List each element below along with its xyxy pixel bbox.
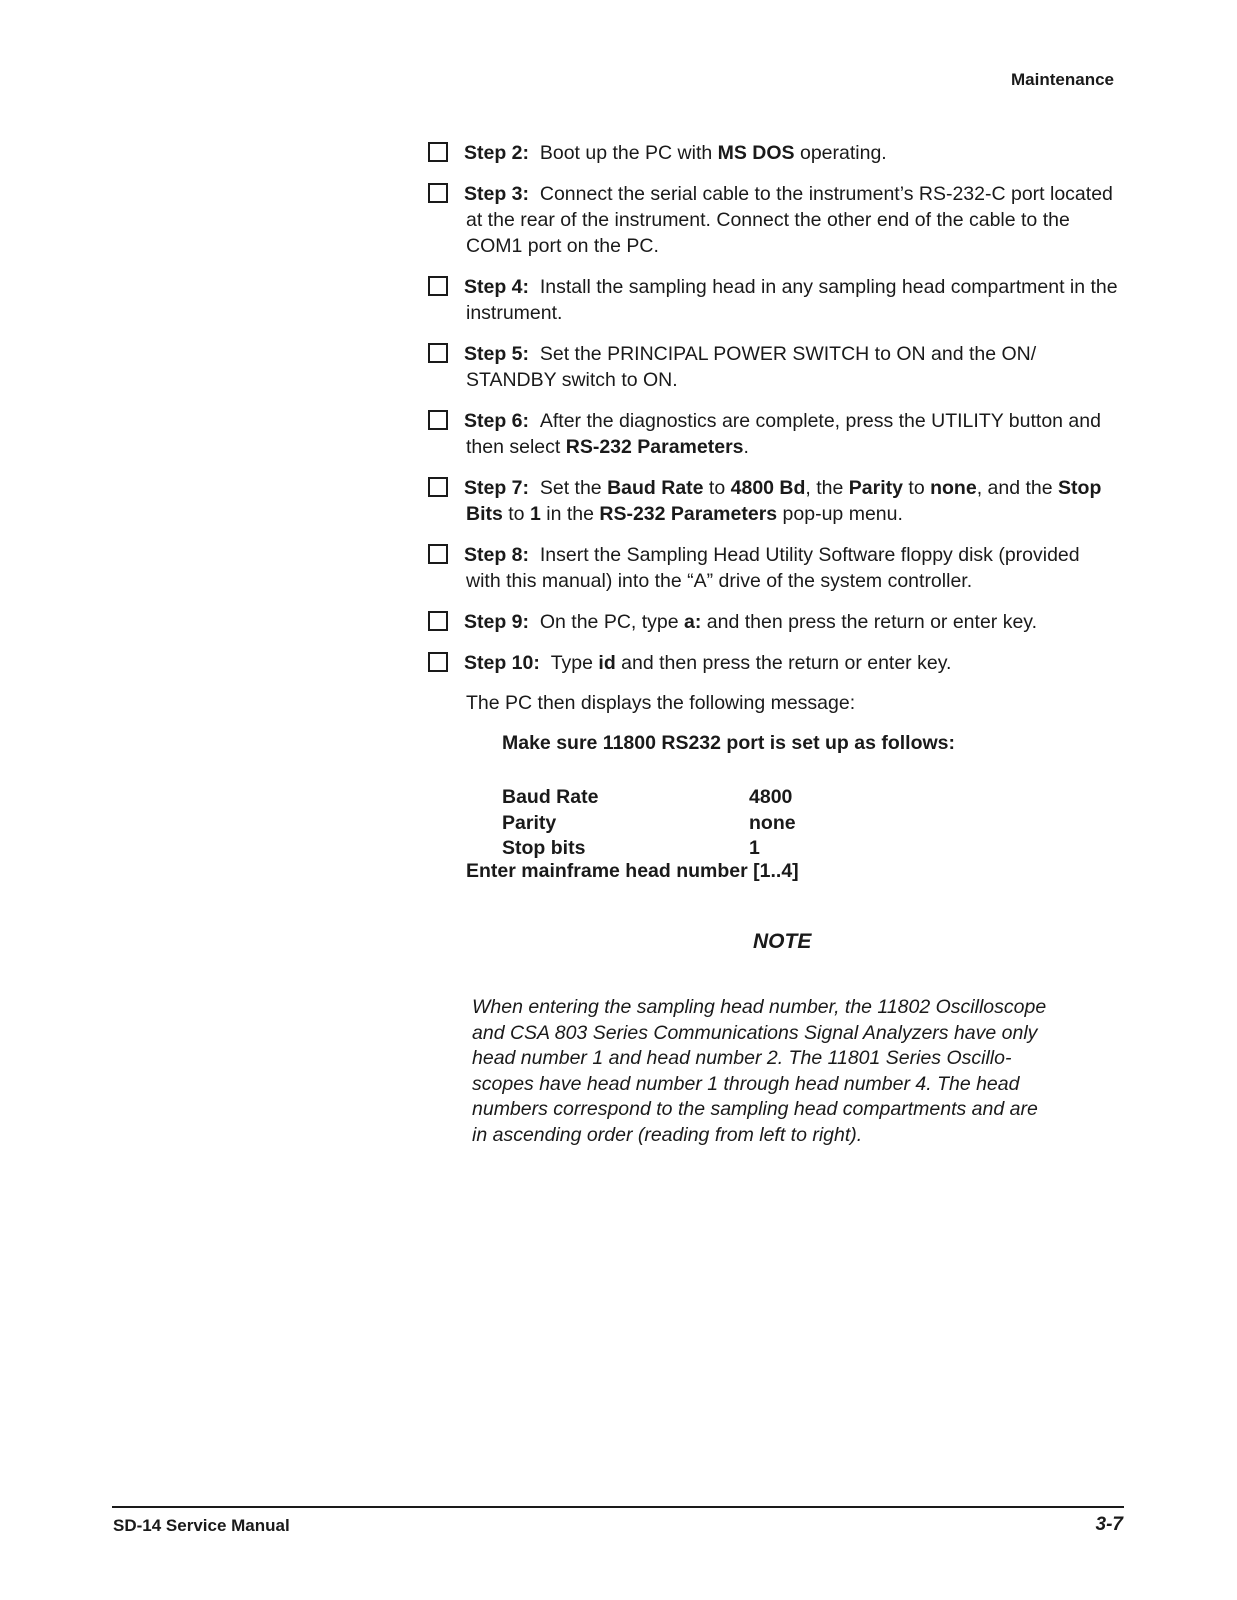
- step-fragment: Set the: [539, 477, 608, 499]
- step-fragment: .: [743, 436, 749, 458]
- step-label: Step 4:: [464, 276, 530, 298]
- note-line: numbers correspond to the sampling head compartments and are: [472, 1098, 1038, 1120]
- step-fragment: Insert the Sampling Head Utility Software floppy disk (provided with this manual) into the “A” drive of the system controller.: [466, 544, 1080, 592]
- step-fragment: and then press the return or enter key.: [615, 652, 952, 674]
- step-fragment: Type: [550, 652, 599, 674]
- note-line: scopes have head number 1 through head number 4. The head: [472, 1072, 1020, 1095]
- step-fragment: , and the: [976, 477, 1059, 499]
- checkbox-icon[interactable]: [428, 410, 448, 430]
- step-text: [466, 650, 1118, 676]
- footer-manual-title: SD-14 Service Manual: [113, 1516, 290, 1535]
- step-list: [428, 140, 1118, 691]
- checkbox-icon[interactable]: [428, 652, 448, 672]
- checkbox-icon[interactable]: [428, 611, 448, 631]
- step-item: [428, 475, 1118, 527]
- step-label: Step 8:: [464, 544, 530, 566]
- note-line: and CSA 803 Series Communications Signal Analyzers have only: [472, 1021, 1038, 1044]
- step-item: [428, 542, 1118, 594]
- row-label: Baud Rate: [502, 786, 599, 808]
- step-emphasis: RS-232 Parameters: [599, 503, 778, 525]
- note-line: When entering the sampling head number, the 11802 Oscilloscope: [472, 996, 1047, 1018]
- step-fragment: On the PC, type: [539, 611, 685, 633]
- step-fragment: Connect the serial cable to the instrument’s RS-232-C port located at the rear of the instrument. Connect the other end of the cable to the COM1 port on the PC.: [466, 183, 1113, 257]
- checkbox-icon[interactable]: [428, 477, 448, 497]
- settings-row-parity: [502, 811, 796, 837]
- step-text: [466, 609, 1118, 635]
- step-emphasis: MS DOS: [717, 142, 795, 164]
- step-emphasis: id: [598, 652, 616, 674]
- step-text: [466, 274, 1118, 326]
- note-line: head number 1 and head number 2. The 11801 Series Oscillo-: [472, 1047, 1012, 1069]
- step-fragment: Set the PRINCIPAL POWER SWITCH to ON and the ON/ STANDBY switch to ON.: [466, 343, 1037, 391]
- step-item: [428, 650, 1118, 676]
- head-number-prompt: Enter mainframe head number [1..4]: [466, 860, 799, 882]
- note-text: [472, 995, 1102, 1148]
- step-text: [466, 408, 1118, 460]
- checkbox-icon[interactable]: [428, 276, 448, 296]
- step-label: Step 9:: [464, 611, 530, 633]
- step-emphasis: RS-232 Parameters: [565, 436, 744, 458]
- row-label: Parity: [502, 811, 557, 834]
- step-fragment: and then press the return or enter key.: [701, 611, 1038, 633]
- step-item: [428, 181, 1118, 259]
- step-fragment: Install the sampling head in any sampling head compartment in the instrument.: [466, 276, 1118, 324]
- step-fragment: After the diagnostics are complete, press the UTILITY button and then select: [466, 410, 1101, 458]
- step-fragment: operating.: [794, 142, 887, 164]
- step-item: [428, 408, 1118, 460]
- row-value: none: [749, 811, 796, 834]
- step-text: [466, 341, 1118, 393]
- step-label: Step 7:: [464, 477, 530, 499]
- step-label: Step 5:: [464, 343, 530, 365]
- step-label: Step 2:: [464, 142, 530, 164]
- checkbox-icon[interactable]: [428, 544, 448, 564]
- step-emphasis: a:: [684, 611, 702, 633]
- checkbox-icon[interactable]: [428, 183, 448, 203]
- checkbox-icon[interactable]: [428, 142, 448, 162]
- section-header: Maintenance: [1011, 70, 1114, 89]
- step-emphasis: none: [930, 477, 977, 499]
- display-intro: The PC then displays the following message:: [466, 692, 856, 714]
- note-title: NOTE: [753, 930, 812, 953]
- step-emphasis: 1: [529, 503, 541, 525]
- row-value: 4800: [749, 786, 793, 808]
- step-fragment: to: [502, 503, 530, 525]
- footer-rule: [112, 1506, 1124, 1508]
- step-label: Step 6:: [464, 410, 530, 432]
- step-item: [428, 274, 1118, 326]
- step-text: [466, 475, 1118, 527]
- step-label: Step 10:: [464, 652, 540, 674]
- step-fragment: in the: [540, 503, 600, 525]
- step-emphasis: Parity: [848, 477, 903, 499]
- settings-table: [502, 785, 796, 862]
- footer-page-number: 3-7: [1095, 1514, 1123, 1535]
- settings-row-baud: [502, 785, 796, 811]
- step-fragment: to: [703, 477, 731, 499]
- step-item: [428, 609, 1118, 635]
- step-text: [466, 181, 1118, 259]
- row-value: 1: [749, 837, 760, 859]
- message-title: Make sure 11800 RS232 port is set up as follows:: [502, 732, 956, 754]
- step-emphasis: 4800 Bd: [730, 477, 806, 499]
- step-text: [466, 542, 1118, 594]
- step-label: Step 3:: [464, 183, 530, 205]
- step-emphasis: Baud Rate: [607, 477, 704, 499]
- step-item: [428, 341, 1118, 393]
- step-text: [466, 140, 1118, 166]
- step-item: [428, 140, 1118, 166]
- step-fragment: Boot up the PC with: [539, 142, 718, 164]
- step-fragment: to: [903, 477, 931, 499]
- step-fragment: , the: [805, 477, 849, 499]
- step-fragment: pop-up menu.: [777, 503, 903, 525]
- row-label: Stop bits: [502, 837, 586, 859]
- checkbox-icon[interactable]: [428, 343, 448, 363]
- note-line: in ascending order (reading from left to right).: [472, 1123, 863, 1146]
- step-emphasis: Stop Bits: [466, 477, 1102, 525]
